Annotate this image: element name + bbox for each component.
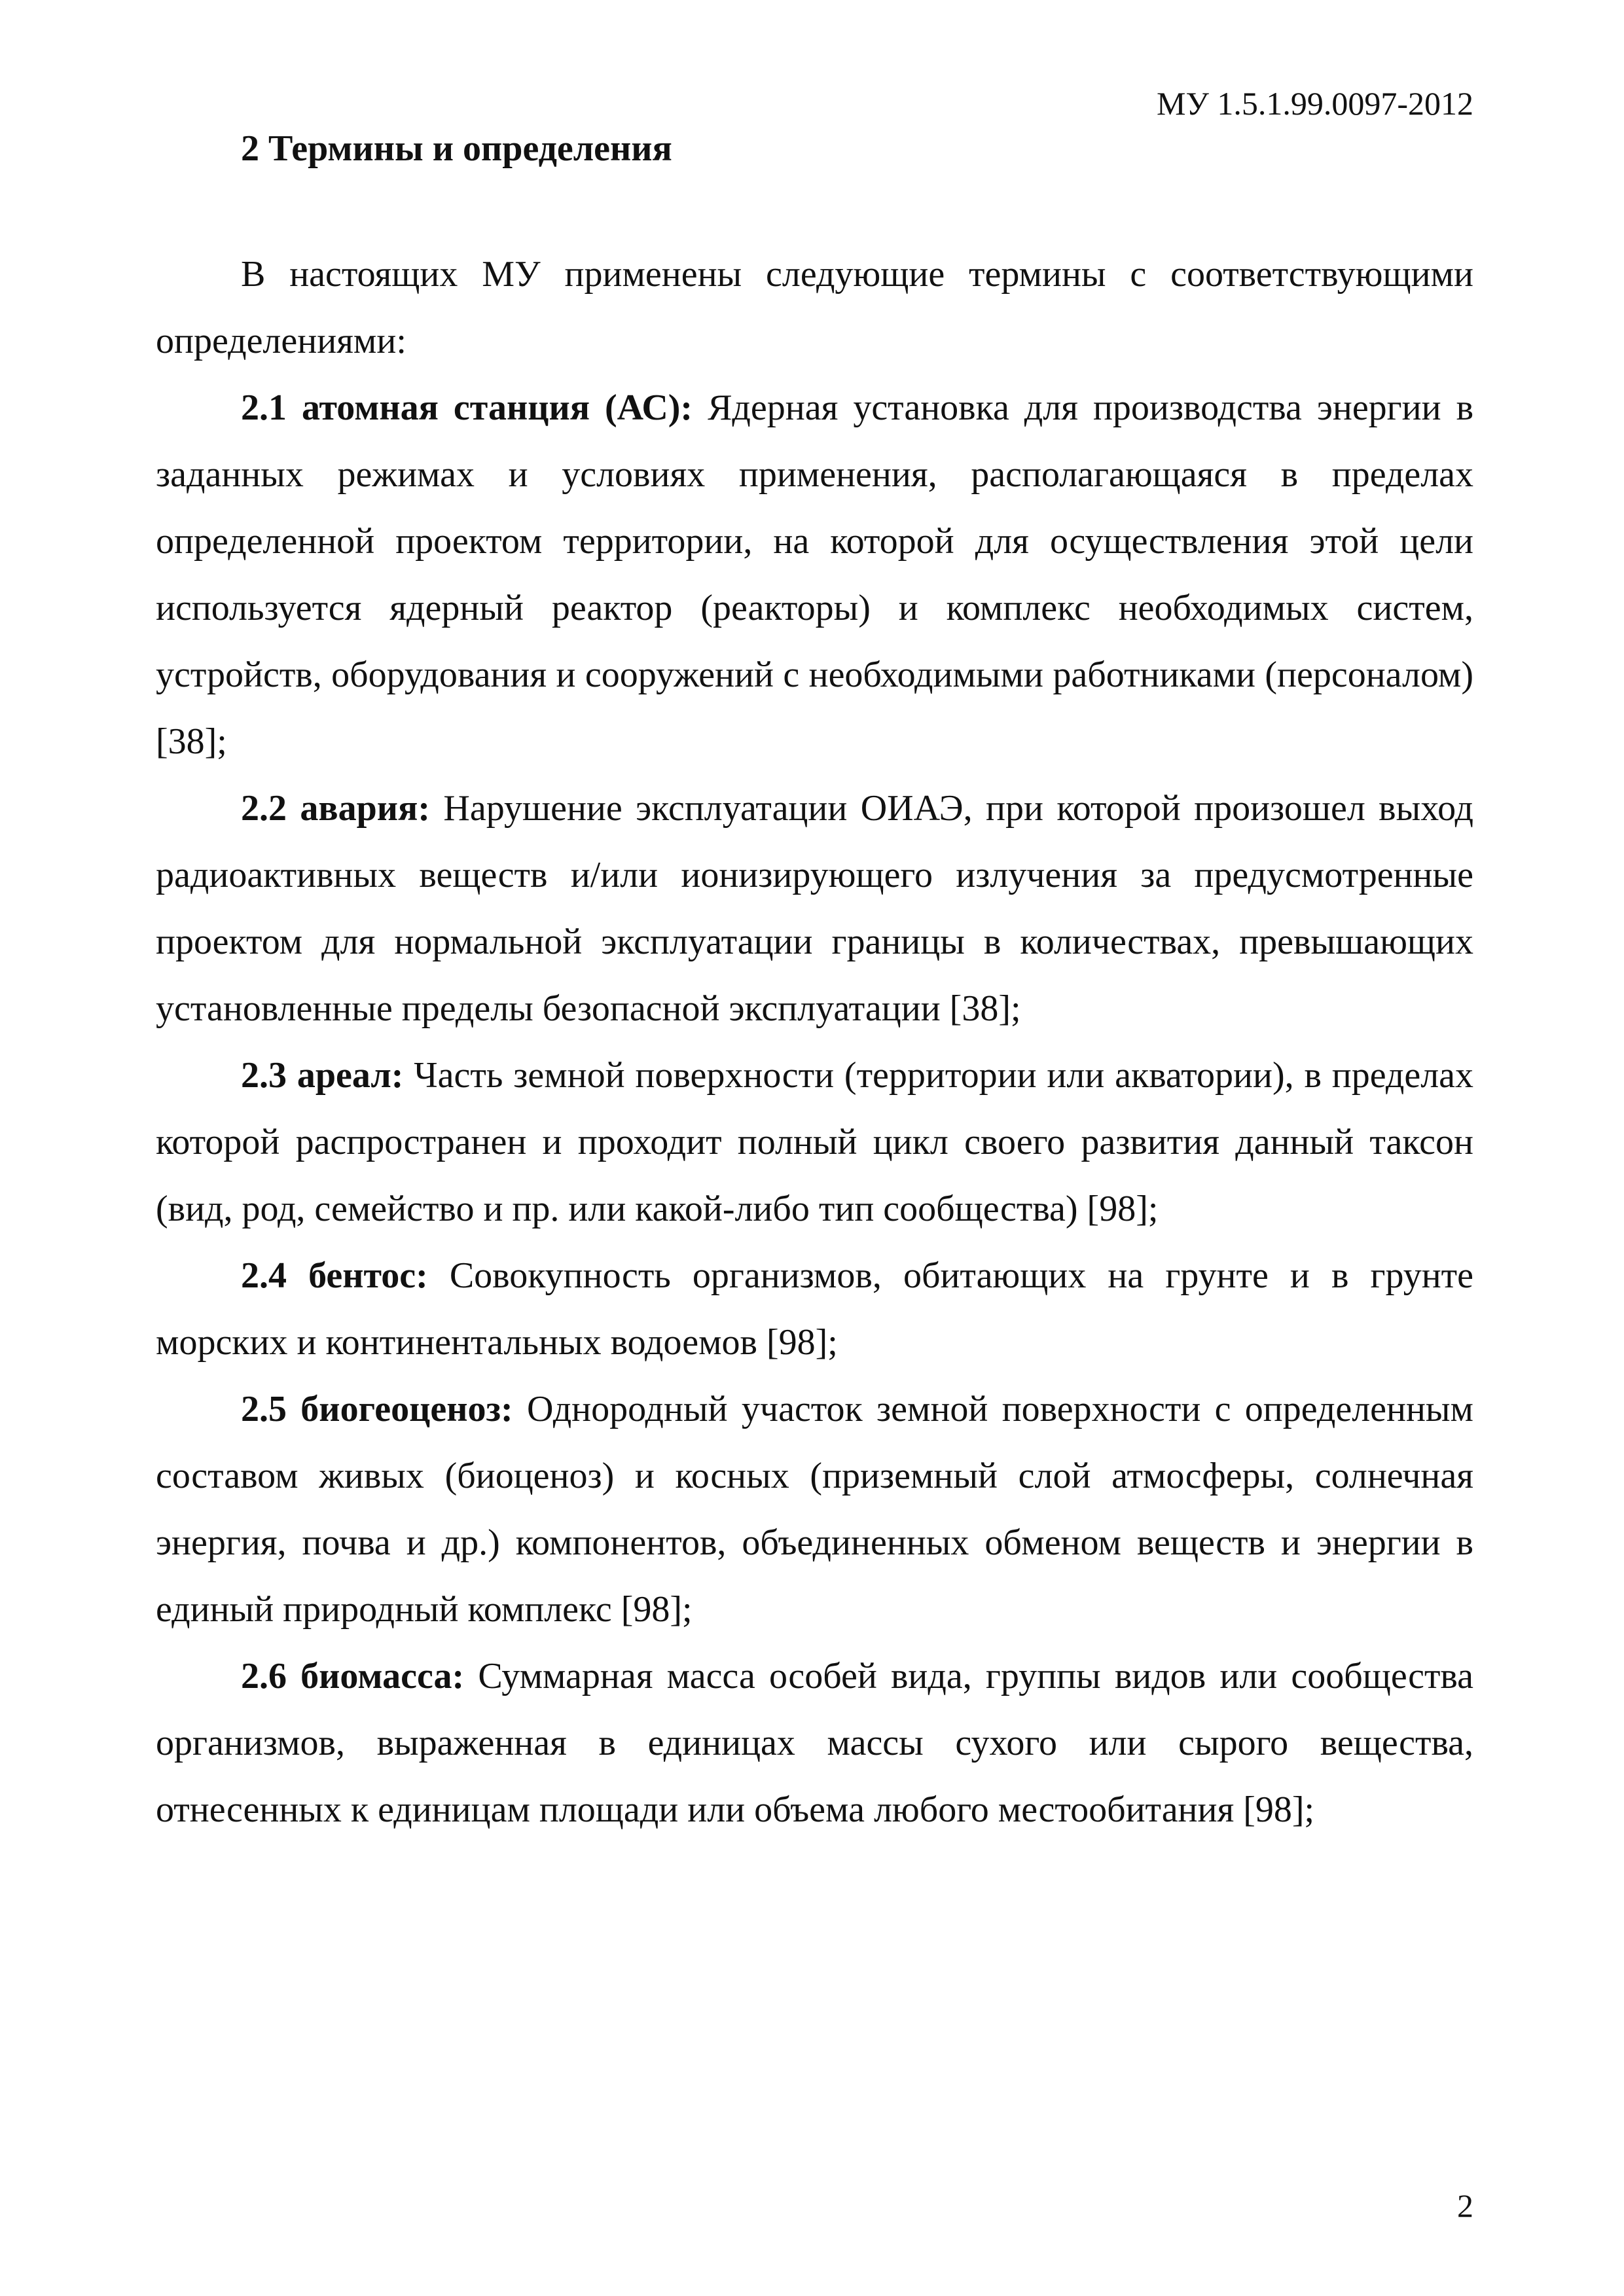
term-definition: Однородный участок земной поверхности с определенным составом живых (биоценоз) и косных (приземный слой атмосферы, солнечная энергия, почва и др.) компонентов, объединенных обменом веществ и энергии в единый природный комплекс [98]; [156, 1389, 1473, 1630]
document-code: МУ 1.5.1.99.0097-2012 [1156, 85, 1473, 122]
term-definition: Нарушение эксплуатации ОИАЭ, при которой произошел выход радиоактивных веществ и/или ионизирующего излучения за предусмотренные проектом для нормальной эксплуатации границы в количествах, превышающих установленные пределы безопасной эксплуатации [38]; [156, 788, 1473, 1029]
term-label: 2.4 бентос: [241, 1255, 428, 1296]
term-entry [156, 1376, 1473, 1643]
term-label: 2.2 авария: [241, 788, 430, 829]
section-intro: В настоящих МУ применены следующие термины с соответствующими определениями: [156, 254, 1473, 361]
term-entry [156, 1242, 1473, 1376]
term-definition: Совокупность организмов, обитающих на грунте и в грунте морских и континентальных водоемов [98]; [156, 1255, 1474, 1363]
term-label: 2.6 биомасса: [241, 1656, 465, 1696]
term-entry [156, 374, 1473, 775]
section-title: 2 Термины и определения [241, 128, 672, 169]
term-definition: Суммарная масса особей вида, группы видов или сообщества организмов, выраженная в единицах массы сухого или сырого вещества, отнесенных к единицам площади или объема любого местообитания [98]; [156, 1656, 1473, 1830]
term-definition: Ядерная установка для производства энергии в заданных режимах и условиях применения, располагающаяся в пределах определенной проектом территории, на которой для осуществления этой цели используется ядерный реактор (реакторы) и комплекс необходимых систем, устройств, оборудования и сооружений с необходимыми работниками (персоналом) [38]; [156, 387, 1474, 762]
term-label: 2.5 биогеоценоз: [241, 1389, 513, 1429]
term-entry [156, 1643, 1473, 1843]
document-body [156, 241, 1473, 1843]
term-entry [156, 775, 1473, 1042]
term-entry [156, 1042, 1473, 1242]
term-label: 2.3 ареал: [241, 1055, 404, 1096]
term-definition: Часть земной поверхности (территории или акватории), в пределах которой распространен и проходит полный цикл своего развития данный таксон (вид, род, семейство и пр. или какой-либо тип сообщества) [98]; [156, 1055, 1474, 1229]
page-number: 2 [1457, 2187, 1473, 2224]
term-label: 2.1 атомная станция (АС): [241, 387, 693, 428]
